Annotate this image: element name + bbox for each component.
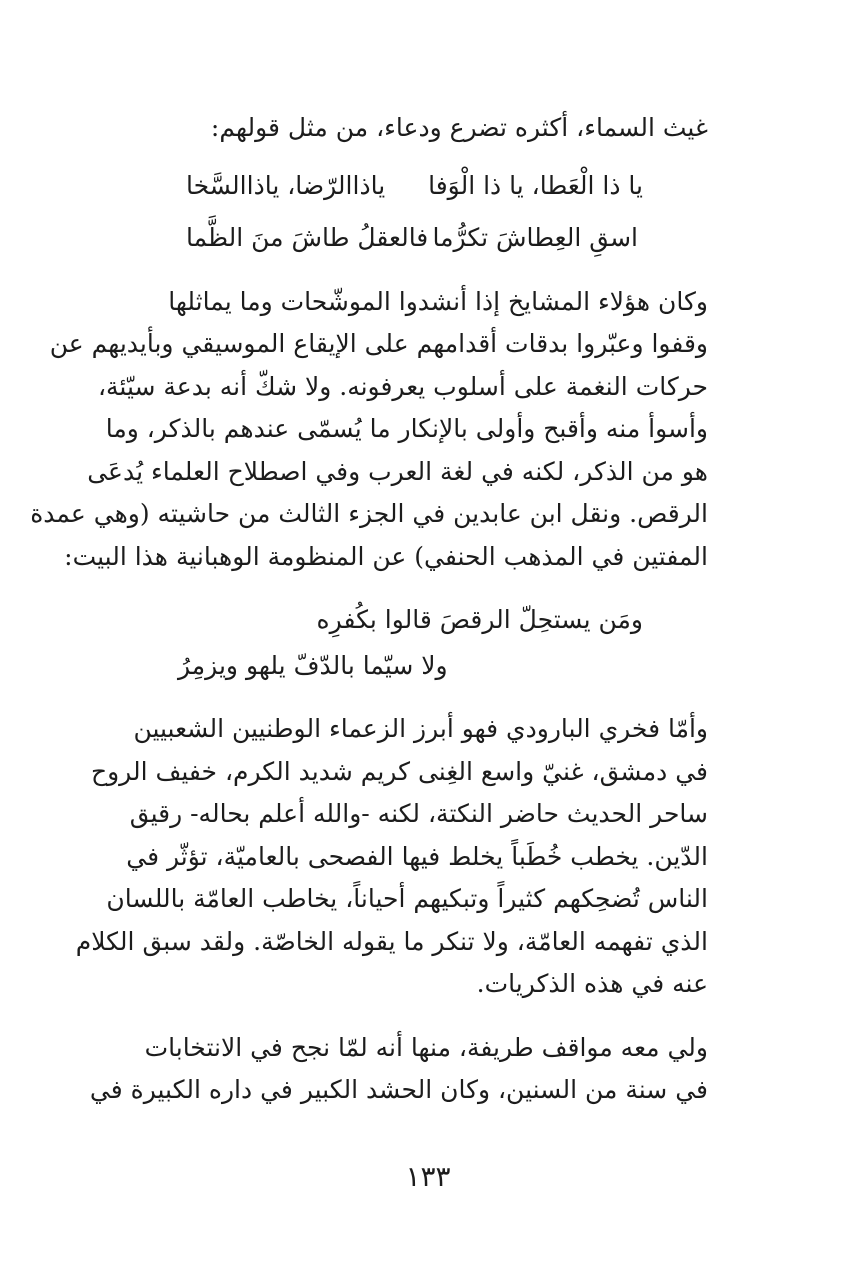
text-line: الناس تُضحِكهم كثيراً وتبكيهم أحياناً، يخاطب العامّة باللسان	[106, 884, 708, 913]
text-line: عنه في هذه الذكريات.	[476, 969, 708, 998]
text-line: وقفوا وعبّروا بدقات أقدامهم على الإيقاع الموسيقي وبأيديهم عن	[49, 329, 708, 358]
text-line: ساحر الحديث حاضر النكتة، لكنه -والله أعلم بحاله- رقيق	[129, 799, 708, 828]
text-line: حركات النغمة على أسلوب يعرفونه. ولا شكّ أنه بدعة سيّئة،	[97, 372, 708, 401]
text-line: في دمشق، غنيّ واسع الغِنى كريم شديد الكرم، خفيف الروح	[90, 757, 708, 786]
verse-hemistich: ومَن يستحِلّ الرقصَ قالوا بكُفرِه	[316, 605, 643, 634]
text-line: هو من الذكر، لكنه في لغة العرب وفي اصطلاح العلماء يُدعَى	[87, 457, 708, 486]
text-line: الدّين. يخطب خُطَباً يخلط فيها الفصحى بالعاميّة، تؤثّر في	[126, 842, 708, 871]
text-line: الذي تفهمه العامّة، ولا تنكر ما يقوله الخاصّة. ولقد سبق الكلام	[75, 927, 708, 956]
verse-hemistich: ولا سيّما بالدّفّ يلهو ويزمِرُ	[178, 651, 448, 680]
page-number: ١٣٣	[405, 1160, 451, 1193]
text-line: غيث السماء، أكثره تضرع ودعاء، من مثل قولهم:	[210, 113, 708, 142]
verse-hemistich: يا ذا الْعَطا، يا ذا الْوَفا	[428, 171, 643, 200]
text-line: الرقص. ونقل ابن عابدين في الجزء الثالث من حاشيته (وهي عمدة	[30, 499, 708, 528]
text-line: وأسوأ منه وأقبح وأولى بالإنكار ما يُسمّى عندهم بالذكر، وما	[105, 414, 708, 443]
text-line: ولي معه مواقف طريفة، منها أنه لمّا نجح في الانتخابات	[144, 1033, 708, 1062]
verse-hemistich: فالعقلُ طاشَ منَ الظَّما	[186, 223, 429, 252]
text-line: وأمّا فخري البارودي فهو أبرز الزعماء الوطنيين الشعبيين	[133, 714, 708, 743]
text-line: في سنة من السنين، وكان الحشد الكبير في داره الكبيرة في	[89, 1075, 708, 1104]
text-line: وكان هؤلاء المشايخ إذا أنشدوا الموشّحات وما يماثلها	[168, 287, 708, 316]
verse-hemistich: اسقِ العِطاشَ تكرُّما	[432, 223, 638, 252]
verse-hemistich: ياذاالرّضا، ياذاالسَّخا	[186, 171, 386, 200]
text-line: المفتين في المذهب الحنفي) عن المنظومة الوهبانية هذا البيت:	[64, 542, 708, 571]
